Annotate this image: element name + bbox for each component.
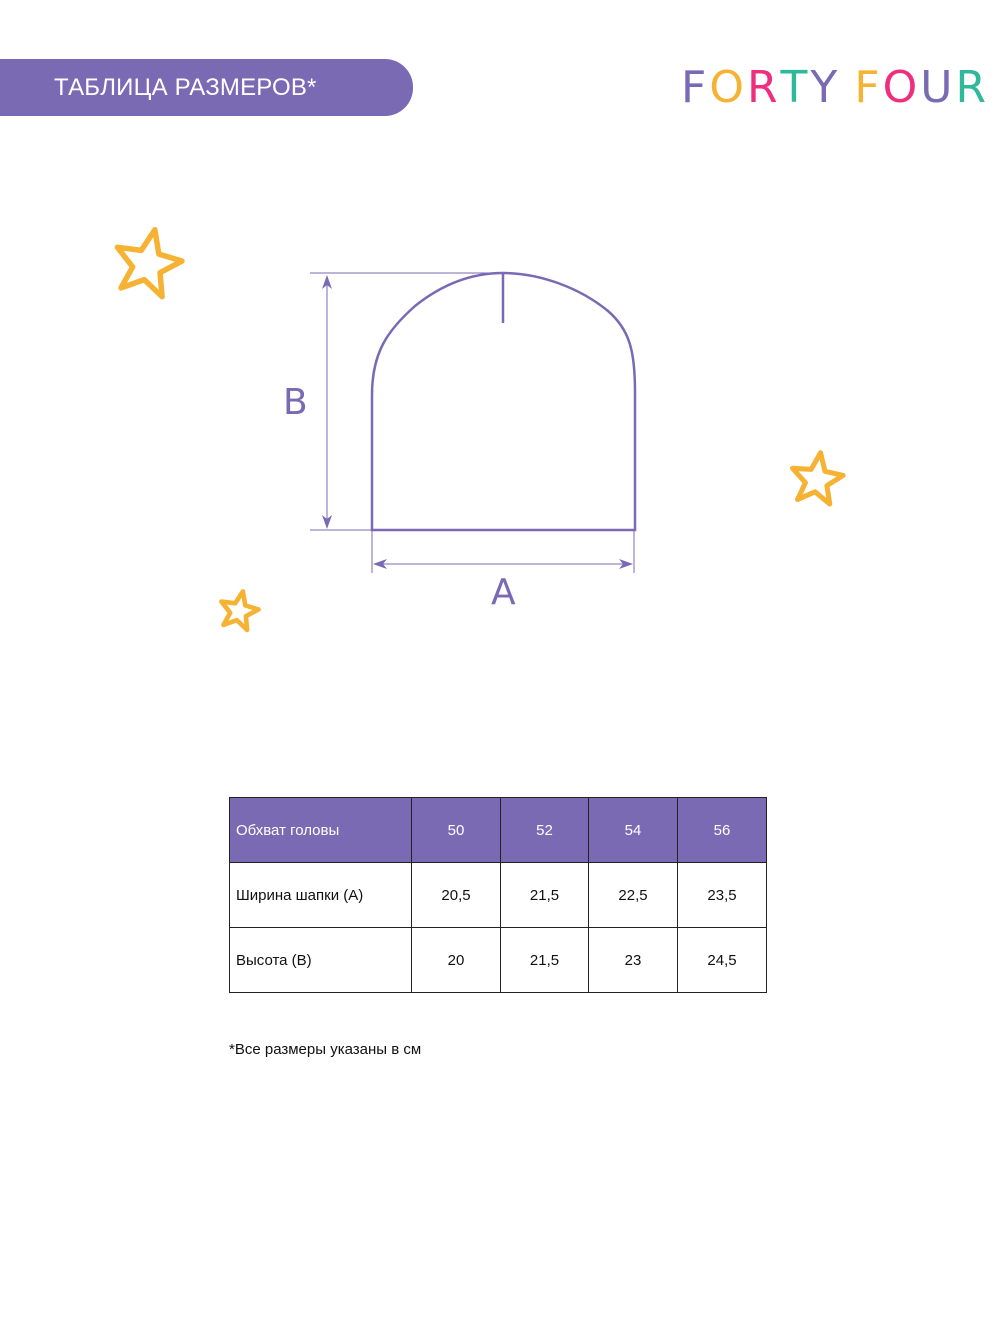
width-label: A: [491, 572, 516, 613]
table-cell: 21,5: [501, 928, 589, 993]
table-row-label: Ширина шапки (А): [230, 863, 412, 928]
logo-letter: F: [681, 62, 710, 113]
table-header-row: [230, 798, 767, 863]
logo-letter: T: [780, 62, 811, 113]
table-cell: 21,5: [501, 863, 589, 928]
logo-letter: R: [746, 62, 781, 113]
page-title: ТАБЛИЦА РАЗМЕРОВ*: [54, 73, 317, 101]
height-label: B: [283, 382, 308, 423]
table-header-cell: 52: [501, 798, 589, 863]
table-cell: 24,5: [678, 928, 767, 993]
table-cell: 22,5: [589, 863, 678, 928]
table-row: [230, 928, 767, 993]
footnote: *Все размеры указаны в см: [229, 1041, 422, 1058]
table-cell: 20,5: [412, 863, 501, 928]
table-header-cell: 50: [412, 798, 501, 863]
logo-letter: Y: [810, 62, 841, 113]
logo-letter: O: [709, 62, 747, 113]
logo-letter: F: [854, 62, 883, 113]
table-header-cell: 56: [678, 798, 767, 863]
logo-letter: O: [882, 62, 921, 113]
logo-letter: R: [955, 62, 990, 113]
logo-letter: U: [920, 62, 956, 113]
table-header-cell: Обхват головы: [230, 798, 412, 863]
table-cell: 23,5: [678, 863, 767, 928]
table-cell: 20: [412, 928, 501, 993]
table-header-cell: 54: [589, 798, 678, 863]
table-row: [230, 863, 767, 928]
table-row-label: Высота (В): [230, 928, 412, 993]
table-cell: 23: [589, 928, 678, 993]
size-table: [229, 797, 767, 993]
